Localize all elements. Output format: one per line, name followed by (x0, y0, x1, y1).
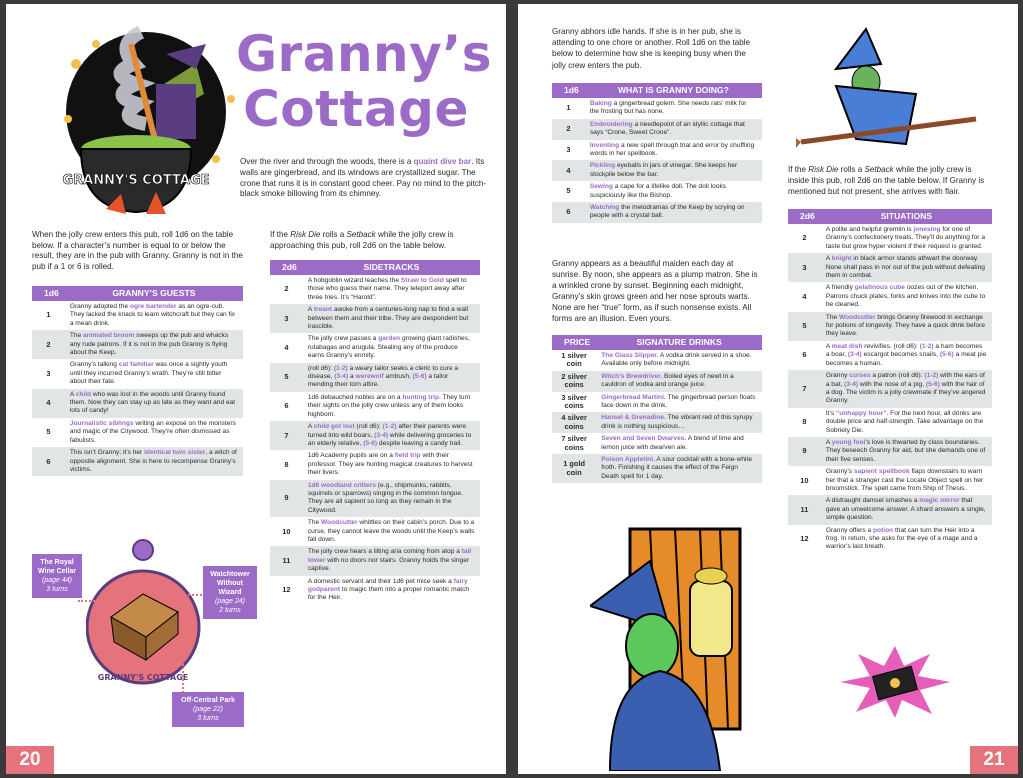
granny-doing-row (552, 140, 762, 161)
sidetrack-text: A hobgoblin wizard teaches the Straw to Gold spell to those who guess their name. They teleport away after three tries. It’s “Harold”. (307, 277, 467, 301)
drink-row (552, 433, 762, 454)
granny-doing-row (552, 181, 762, 202)
page-21 (518, 4, 1018, 774)
situation-text: A polite and helpful gremlin is jonesing for one of Granny’s confectionery treats. They’ll do anything for a taste but grow hyper violent if their request is granted. (825, 226, 986, 250)
granny-cauldron-illustration (46, 24, 236, 219)
map-emblem-label: GRANNY'S COTTAGE (97, 673, 189, 682)
situations-table: 2d6 SITUATIONS 2 A polite and helpful gremlin is jonesing for one of Granny’s confectionery treats. They’ll do anything for a taste but grow hyper violent if their request is granted. 3 A knight in black armor stands athwart the doorway. None shall pass in nor out of the pub without defeating them in combat. 4 A friendly gelatinous cube oozes out of the kitchen. Patrons chuck plates, forks and knives into the cube to be cleaned. 5 The Woodcutter brings Granny firewood in exchange for potions of longevity. They have a quick drink before they leave. 6 A meat dish revivifies. (roll d6): (1-2) a ham becomes a boar, (3-4) escargot becomes snails, (5-6) a meat pie becomes a human. 7 Granny curses a patron (roll d6): (1-2) with the ears of a bat, (3-4) with the nose of a pig, (5-6) with the hair of a dog. The victim is a jolly crewmate if they’ve angered Granny. 8 It’s “unhappy hour”. For the next hour, all drinks are double price and half-strength. Take advantage on the Sobriety Die. 9 A young fool’s love is thwarted by class boundaries. They beseech Granny for aid, but she demands one of their five senses. 10 Granny’s sapient spellbook flaps downstairs to warn her that a stranger cast the Locate Object spell on her broomstick. The spell came from Ship of Thesis. 11 A distraught damsel smashes a magic mirror that gave an unwelcome answer. A shard answers a single, simple question. 12 Granny offers a potion that can turn the Heir into a frog. In return, she asks for the eye of a mage and a warrior’s last breath. (788, 209, 992, 554)
sidetrack-roll: 9 (270, 480, 303, 518)
sidetrack-text: 1d6 woodland critters (e.g., chipmunks, rabbits, squirrels or sparrows) singing in the common tongue. They are all sapient so long as they remain in the Citywood. (303, 480, 480, 518)
drink-description: Gingerbread Martini. The gingerbread person floats face down in the drink. (601, 393, 756, 410)
drink-row (552, 454, 762, 483)
sidetrack-text: The jolly crew passes a garden growing giant radishes, rutabagas and arugula. Stealing any of the produce earns Granny’s enmity. (307, 335, 470, 360)
drink-price: 3 silver coins (561, 392, 587, 411)
sidetrack-row (270, 480, 480, 518)
sidetrack-row (270, 363, 480, 392)
granny-doing-text: Watching the melodramas of the Keep by scrying on people with a crystal ball. (585, 202, 762, 223)
guest-text: This isn’t Granny; it’s her identical twin sister, a witch of opposite alignment. She is here to recompense Granny’s victims. (65, 447, 243, 476)
sidetrack-row (270, 576, 480, 605)
guest-row (32, 389, 243, 418)
situation-roll: 4 (802, 291, 807, 301)
situation-roll: 11 (788, 495, 821, 524)
guest-row (32, 330, 243, 359)
sidetracks-intro: If the Risk Die rolls a Setback while the jolly crew is approaching this pub, roll 2d6 on the table below. (270, 230, 454, 250)
sidetrack-text: A treant awoke from a centuries-long nap to find a wall between them and their tribe. They are despondent but irascible. (303, 304, 480, 333)
sidetrack-row (270, 392, 480, 421)
sidetrack-roll: 11 (270, 546, 303, 575)
granny-doing-row (552, 119, 762, 140)
drink-price: 2 silver coins (552, 371, 596, 392)
drink-price: 1 silver coin (561, 351, 587, 369)
guest-text: The animated broom sweeps up the pub and whacks any rude patrons. If it is not in the pub Granny is flying about the Keep. (65, 330, 243, 359)
sidetrack-roll: 2 (284, 284, 289, 294)
situation-roll: 7 (788, 370, 821, 408)
granny-doing-text: Pickling eyeballs in jars of vinegar. She keeps her stockpile below the bar. (585, 160, 762, 181)
sapient-spellbook-illustration (840, 646, 950, 718)
sidetrack-row (270, 333, 480, 362)
guest-text: Journalistic siblings writing an exposé on the monsters and magic of the Citywood. They’re often dismissed as fabulists. (69, 419, 236, 444)
guest-text: Granny adopted the ogre bartender as an ogre-cub. They lacked the knack to learn witchcraft but they can fix a mean drink. (69, 303, 236, 327)
situation-roll: 10 (800, 475, 809, 485)
drink-row (552, 371, 762, 392)
guest-row (32, 359, 243, 388)
granny-doing-roll: 4 (552, 160, 585, 181)
map-link-watchtower[interactable]: Watchtower Without Wizard (page 24) 2 turns (203, 566, 257, 619)
guest-row (32, 301, 243, 330)
guest-text: Granny’s talking cat familiar was once a sightly youth until they incurred Granny’s wrath. They’re still bitter about their fate. (69, 361, 228, 386)
situation-row (788, 437, 992, 466)
situation-row (788, 370, 992, 408)
sidetrack-row (270, 517, 480, 546)
intro-paragraph: Over the river and through the woods, there is a quaint dive bar. Its walls are gingerbread, and its windows are crystallized sugar. The crone that runs it is in constant good cheer. Pay no mind to the pitch-black smoke billowing from its chimney. (240, 157, 487, 199)
situation-text: Granny offers a potion that can turn the Heir into a frog. In return, she asks for the eye of a mage and a warrior’s last breath. (825, 526, 978, 551)
drink-price: 4 silver coins (552, 412, 596, 433)
guest-roll: 1 (46, 310, 51, 320)
drink-price: 1 gold coin (552, 454, 596, 483)
sidetrack-row (270, 304, 480, 333)
drink-row (552, 392, 762, 413)
guest-roll: 5 (46, 427, 51, 437)
guest-row (32, 418, 243, 447)
granny-doing-text: Sewing a cape for a lifelike doll. The doll looks suspiciously like the Bishop. (589, 183, 727, 199)
sidetrack-roll: 8 (284, 459, 289, 469)
situation-roll: 6 (802, 350, 807, 360)
sidetrack-roll: 3 (270, 304, 303, 333)
guest-roll: 4 (32, 389, 65, 418)
sidetrack-roll: 7 (270, 421, 303, 450)
guest-text: A child who was lost in the woods until Granny found them. Now they can stay up as late as they want and eat lots of candy! (65, 389, 243, 418)
granny-doing-text: Embroidering a needlepoint of an idyllic cottage that says “Crone, Sweet Crone”. (585, 119, 762, 140)
granny-doing-text: Inventing a new spell through trial and error by shuffling words in her spellbook. (589, 141, 755, 158)
drink-row (552, 412, 762, 433)
guest-roll: 3 (46, 368, 51, 378)
sidetracks-table: 2d6 SIDETRACKS 2 A hobgoblin wizard teaches the Straw to Gold spell to those who guess their name. They teleport away after three tries. It’s “Harold”. 3 A treant awoke from a centuries-long nap to find a wall between them and their tribe. They are despondent but irascible. 4 The jolly crew passes a garden growing giant radishes, rutabagas and arugula. Stealing any of the produce earns Granny’s enmity. 5 (roll d6): (1-2) a weary tailor seeks a cleric to cure a disease, (3-4) a werewolf ambush, (5-6) a tailor mending their torn attire. 6 1d6 debauched nobles are on a hunting trip. They turn their sights on the jolly crew unless any of them looks highborn. 7 A child got lost (roll d6): (1-2) after their parents were turned into wild boars, (3-4) while delivering groceries to an elderly relative, (5-6) despite leaving a candy trail. 8 1d6 Academy pupils are on a field trip with their professor. They are hunting magical creatures to harvest their livers. 9 1d6 woodland critters (e.g., chipmunks, rabbits, squirrels or sparrows) singing in the common tongue. They are all sapient so long as they remain in the Citywood. 10 The Woodcutter whittles on their cabin’s porch. Due to a curse, they cannot leave the woods until the Keep’s walls fall down. 11 The jolly crew hears a lilting aria coming from atop a tall tower with no doors nor stairs. Granny holds the singer captive. 12 A domestic servant and their 1d6 pet mice seek a fairy godparent to magic them into a proper romantic match for the Heir. (270, 260, 480, 605)
quaint-dive-bar-keyword: quaint dive bar (413, 157, 472, 166)
granny-doing-roll: 2 (552, 119, 585, 140)
situation-text: The Woodcutter brings Granny firewood in exchange for potions of longevity. They have a quick drink before they leave. (821, 312, 992, 341)
situation-roll: 2 (802, 233, 807, 243)
map-link-off-central-park[interactable]: Off-Central Park (page 22) 3 turns (172, 692, 244, 727)
sidetrack-text: A child got lost (roll d6): (1-2) after their parents were turned into wild boars, (3-4) while delivering groceries to an elderly relative, (5-6) despite leaving a candy trail. (303, 421, 480, 450)
page-20 (6, 4, 506, 774)
doing-intro: Granny abhors idle hands. If she is in her pub, she is attending to one chore or another. Roll 1d6 on the table below to determine how she is keeping busy when the jolly crew enters the pub. (552, 27, 750, 70)
situation-text: A knight in black armor stands athwart the doorway. None shall pass in nor out of the pub without defeating them in combat. (821, 253, 992, 282)
sidetrack-roll: 5 (270, 363, 303, 392)
situation-roll: 8 (802, 417, 807, 427)
situation-text: A friendly gelatinous cube oozes out of the kitchen. Patrons chuck plates, forks and knives into the cube to be cleaned. (825, 284, 986, 309)
sidetrack-row (270, 275, 480, 304)
situation-roll: 12 (800, 534, 809, 543)
sidetrack-text: (roll d6): (1-2) a weary tailor seeks a cleric to cure a disease, (3-4) a werewolf ambush, (5-6) a tailor mending their torn attire. (303, 363, 480, 392)
sidetrack-row (270, 421, 480, 450)
page-title-line2: Cottage (243, 80, 469, 138)
drink-description: The Glass Slipper. A vodka drink served in a shoe. Available only before midnight. (601, 352, 752, 368)
drink-row (552, 350, 762, 371)
page-number: 21 (970, 746, 1018, 774)
situation-roll: 9 (788, 437, 821, 466)
drink-price: 7 silver coins (561, 434, 587, 452)
situation-text: It’s “unhappy hour”. For the next hour, all drinks are double price and half-strength. Take advantage on the Sobriety Die. (825, 409, 984, 434)
situation-row (788, 408, 992, 437)
guests-intro: When the jolly crew enters this pub, roll 1d6 on the table below. If a character’s number is equal to or below the result, they are in the pub with Granny. Granny is not in the pub if a 1 or 6 is rolled. (32, 230, 243, 271)
situation-row (788, 282, 992, 311)
guest-roll: 6 (32, 447, 65, 476)
sidetrack-roll: 12 (282, 585, 291, 594)
sidetrack-roll: 10 (282, 526, 291, 536)
granny-doing-row (552, 98, 762, 119)
situation-text: A distraught damsel smashes a magic mirror that gave an unwelcome answer. A shard answers a single, simple question. (821, 495, 992, 524)
granny-doing-roll: 5 (566, 186, 571, 196)
sidetrack-row (270, 546, 480, 575)
appearance-paragraph: Granny appears as a beautiful maiden each day at sunrise. By noon, she appears as a plump matron. She is a wrinkled crone by sunset. Beginning each midnight, Granny’s skin grows green and her nose sprouts warts. None are her “true” form, as if such nonsense exists. All forms are an illusion. Even yours. (552, 259, 758, 323)
flying-witch-illustration (796, 24, 986, 164)
page-title-line1: Granny’s (236, 25, 492, 83)
drink-description: Poison Appletini. A sour cocktail with a bone-white froth. Finishing it causes the effect of the Feign Death spell for 1 day. (596, 454, 762, 483)
granny-doing-roll: 1 (566, 103, 571, 113)
sidetrack-text: 1d6 Academy pupils are on a field trip with their professor. They are hunting magical creatures to harvest their livers. (307, 452, 473, 477)
granny-doing-roll: 6 (552, 202, 585, 223)
drink-description: Seven and Seven Dwarves. A blend of lime and lemon juice with dwarven ale. (601, 435, 744, 451)
drink-description: Hansel & Grenadine. The vibrant red of this syrupy drink is nothing suspicious… (596, 412, 762, 433)
sidetrack-text: The jolly crew hears a lilting aria coming from atop a tall tower with no doors nor stairs. Granny holds the singer captive. (303, 546, 480, 575)
granny-doing-row (552, 202, 762, 223)
what-is-granny-doing-table: 1d6 WHAT IS GRANNY DOING? 1 Baking a gingerbread golem. She needs rats’ milk for the frosting but has none. 2 Embroidering a needlepoint of an idyllic cottage that says “Crone, Sweet Crone”. 3 Inventing a new spell through trial and error by shuffling words in her spellbook. 4 Pickling eyeballs in jars of vinegar. She keeps her stockpile below the bar. 5 Sewing a cape for a lifelike doll. The doll looks suspiciously like the Bishop. 6 Watching the melodramas of the Keep by scrying on people with a crystal ball. (552, 83, 762, 223)
page-number: 20 (6, 746, 54, 774)
granny-doing-text: Baking a gingerbread golem. She needs rats’ milk for the frosting but has none. (589, 100, 747, 116)
sidetrack-text: A domestic servant and their 1d6 pet mice seek a fairy godparent to magic them into a proper romantic match for the Heir. (307, 577, 470, 602)
sidetrack-text: The Woodcutter whittles on their cabin’s porch. Due to a curse, they cannot leave the woods until the Keep’s walls fall down. (307, 519, 475, 543)
signature-drinks-table: PRICE SIGNATURE DRINKS 1 silver coin The Glass Slipper. A vodka drink served in a shoe. Available only before midnight. 2 silver coins Witch’s Brewdriver. Boiled eyes of newt in a cauldron of vodka and orange juice. 3 silver coins Gingerbread Martini. The gingerbread person floats face down in the drink. 4 silver coins Hansel & Grenadine. The vibrant red of this syrupy drink is nothing suspicious… 7 silver coins Seven and Seven Dwarves. A blend of lime and lemon juice with dwarven ale. 1 gold coin Poison Appletini. A sour cocktail with a bone-white froth. Finishing it causes the effect of the Feign Death spell for 1 day. (552, 335, 762, 483)
situation-text: A young fool’s love is thwarted by class boundaries. They beseech Granny for aid, but she demands one of their five senses. (821, 437, 992, 466)
sidetrack-text: 1d6 debauched nobles are on a hunting trip. They turn their sights on the jolly crew unless any of them looks highborn. (307, 393, 471, 418)
cauldron-emblem-text: GRANNY'S COTTAGE (62, 173, 210, 188)
situation-text: A meat dish revivifies. (roll d6): (1-2) a ham becomes a boar, (3-4) escargot becomes snails, (5-6) a meat pie becomes a human. (825, 342, 987, 367)
granny-doing-roll: 3 (566, 144, 571, 154)
situation-text: Granny’s sapient spellbook flaps downstairs to warn her that a stranger cast the Locate Object spell on her broomstick. The spell came from Ship of Thesis. (825, 468, 984, 492)
guest-row (32, 447, 243, 476)
situation-row (788, 341, 992, 370)
situation-roll: 5 (788, 312, 821, 341)
situation-row (788, 224, 992, 253)
grannys-guests-table: 1d6 GRANNY’S GUESTS 1 Granny adopted the ogre bartender as an ogre-cub. They lacked the knack to learn witchcraft but they can fix a mean drink. 2 The animated broom sweeps up the pub and whacks any rude patrons. If it is not in the pub Granny is flying about the Keep. 3 Granny’s talking cat familiar was once a sightly youth until they incurred Granny’s wrath. They’re still bitter about their fate. 4 A child who was lost in the woods until Granny found them. Now they can stay up as late as they want and eat lots of candy! 5 Journalistic siblings writing an exposé on the monsters and magic of the Citywood. They’re often dismissed as fabulists. 6 This isn’t Granny; it’s her identical twin sister, a witch of opposite alignment. She is here to recompense Granny’s victims. (32, 286, 243, 476)
sidetrack-roll: 4 (284, 342, 289, 352)
map-link-royal-wine-cellar[interactable]: The Royal Wine Cellar (page 44) 3 turns (32, 554, 82, 598)
witch-with-jar-illustration (590, 521, 768, 771)
drink-description: Witch’s Brewdriver. Boiled eyes of newt in a cauldron of vodka and orange juice. (596, 371, 762, 392)
situation-row (788, 525, 992, 554)
guest-roll: 2 (32, 330, 65, 359)
situation-row (788, 466, 992, 495)
sidetrack-row (270, 450, 480, 479)
situation-roll: 3 (788, 253, 821, 282)
situations-intro: If the Risk Die rolls a Setback while the jolly crew is inside this pub, roll 2d6 on the table below. If Granny is mentioned but not present, she arrives with flair. (788, 165, 985, 196)
situation-row (788, 253, 992, 282)
situation-row (788, 495, 992, 524)
granny-doing-row (552, 160, 762, 181)
sidetrack-roll: 6 (284, 401, 289, 411)
situation-row (788, 312, 992, 341)
situation-text: Granny curses a patron (roll d6): (1-2) with the ears of a bat, (3-4) with the nose of a pig, (5-6) with the hair of a dog. The victim is a jolly crewmate if they’ve angered Granny. (821, 370, 992, 408)
